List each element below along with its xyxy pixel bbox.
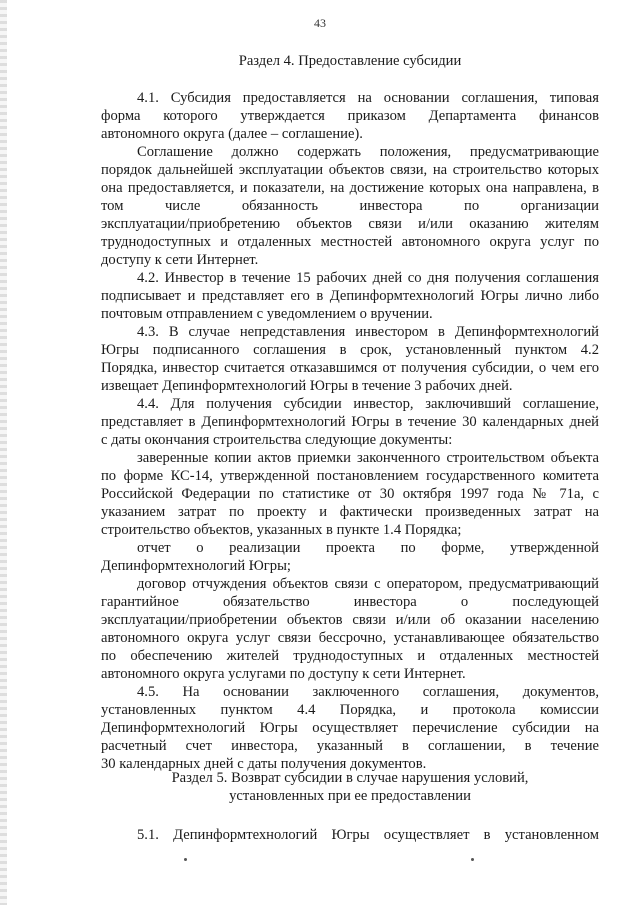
text-line: подписывает и представляет его в Депинформтехнологий Югры лично либо — [101, 288, 599, 304]
section-5-title-line-1: Раздел 5. Возврат субсидии в случае нарушения условий, — [171, 770, 529, 786]
text-line: гарантийное обязательство инвестора о последующей — [101, 594, 599, 610]
text-line: по форме КС-14, утвержденной постановлением государственного комитета — [101, 468, 599, 484]
text-line: с даты окончания строительства следующие документы: — [101, 432, 453, 448]
section-5-title-line-2: установленных при ее предоставлении — [229, 788, 471, 804]
text-line: установленных пунктом 4.4 Порядка, и протокола комиссии — [101, 702, 599, 718]
section-4-body — [101, 89, 599, 773]
text-line: 4.1. Субсидия предоставляется на основании соглашения, типовая — [137, 90, 599, 106]
text-line: Депинформтехнологий Югры; — [101, 558, 291, 574]
text-line: Югры подписанного соглашения в срок, установленный пунктом 4.2 — [101, 342, 599, 358]
text-line: отчет о реализации проекта по форме, утвержденной — [137, 540, 599, 556]
text-line: представляет в Депинформтехнологий Югры в течение 30 календарных дней — [101, 414, 599, 430]
scan-speck — [471, 858, 474, 861]
text-line: автономного округа услугами по доступу к сети Интернет. — [101, 666, 466, 682]
text-line: расчетный счет инвестора, указанный в соглашении, в течение — [101, 738, 599, 754]
text-line: строительство объектов, указанных в пункте 1.4 Порядка; — [101, 522, 462, 538]
text-line: указанием затрат по проекту и фактически произведенных затрат на — [101, 504, 599, 520]
text-line: 30 календарных дней с даты получения документов. — [101, 756, 427, 772]
text-line: автономного округа услуг связи бессрочно, устанавливающее обязательство — [101, 630, 599, 646]
text-line: Депинформтехнологий Югры осуществляет перечисление субсидии на — [101, 720, 599, 736]
text-line: эксплуатации/приобретении объектов связи и/или об оказании населению — [101, 612, 599, 628]
text-line: Российской Федерации по статистике от 30 октября 1997 года № 71а, с — [101, 486, 599, 502]
text-line: том числе обязанность инвестора по организации — [101, 198, 599, 214]
text-line: труднодоступных и отдаленных местностей автономного округа услуг по — [101, 234, 599, 250]
page-number: 43 — [314, 16, 326, 30]
text-line: извещает Депинформтехнологий Югры в течение 3 рабочих дней. — [101, 378, 513, 394]
text-line: по обеспечению жителей труднодоступных и отдаленных местностей — [101, 648, 599, 664]
text-line: договор отчуждения объектов связи с оператором, предусматривающий — [137, 576, 599, 592]
text-line: почтовым отправлением с уведомлением о вручении. — [101, 306, 433, 322]
text-line: она предоставляется, и показатели, на достижение которых она направлена, в — [101, 180, 599, 196]
text-line: форма которого утверждается приказом Департамента финансов — [101, 108, 599, 124]
text-line: эксплуатации/приобретению объектов связи и/или оказанию жителям — [101, 216, 599, 232]
text-line: 4.4. Для получения субсидии инвестор, заключивший соглашение, — [137, 396, 599, 412]
text-line: доступу к сети Интернет. — [101, 252, 259, 268]
text-line: порядок дальнейшей эксплуатации объектов связи, на строительство которых — [101, 162, 599, 178]
text-line: 4.3. В случае непредставления инвестором в Депинформтехнологий — [137, 324, 599, 340]
text-line: Соглашение должно содержать положения, предусматривающие — [137, 144, 599, 160]
text-line: 4.2. Инвестор в течение 15 рабочих дней со дня получения соглашения — [137, 270, 599, 286]
scan-speck — [184, 858, 187, 861]
text-line: Порядка, инвестор считается отказавшимся от получения субсидии, о чем его — [101, 360, 599, 376]
text-line: заверенные копии актов приемки законченного строительством объекта — [137, 450, 599, 466]
section-4-title: Раздел 4. Предоставление субсидии — [238, 53, 462, 69]
text-line: автономного округа (далее – соглашение). — [101, 126, 363, 142]
text-line: 4.5. На основании заключенного соглашения, документов, — [137, 684, 599, 700]
section-5-body — [101, 826, 599, 844]
text-line: 5.1. Депинформтехнологий Югры осуществляет в установленном — [137, 827, 599, 843]
